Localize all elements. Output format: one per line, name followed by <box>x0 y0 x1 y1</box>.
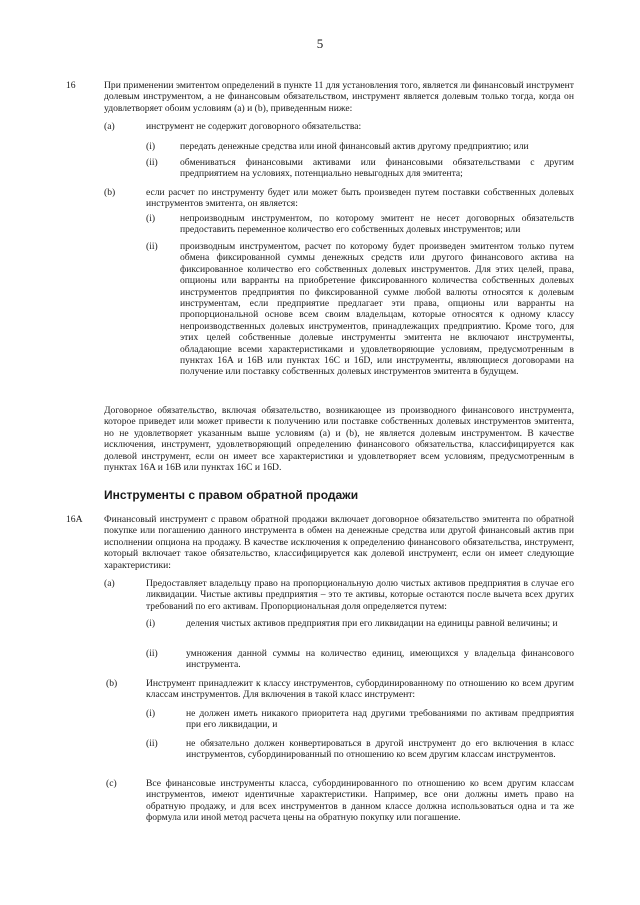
p16-b-i-text: непроизводным инструментом, по которому эмитент не несет договорных обязательств предоставить переменное количество его собственных долевых инструментов; или <box>180 213 574 236</box>
p16a-b-ii-label: (ii) <box>146 738 158 749</box>
p16a-c-text: Все финансовые инструменты класса, субординированного по отношению ко всем другим классам инструментов, имеют идентичные характеристики. Например, все они должны иметь право на обратную продажу, и для всех инструментов в данном классе должна использоваться одна и та же формула или иной метод расчета цены на обратную покупку или погашение. <box>146 778 574 824</box>
p16a-a-ii-label: (ii) <box>146 648 158 659</box>
p16a-b-i-label: (i) <box>146 708 156 719</box>
p16-a-ii-label: (ii) <box>146 157 158 168</box>
p16-b-text: если расчет по инструменту будет или может быть произведен путем поставки собственных долевых инструментов эмитента, он является: <box>146 187 574 210</box>
p16-b-label: (b) <box>104 187 116 198</box>
p16-a-i-label: (i) <box>146 141 156 152</box>
paragraph-number-16: 16 <box>66 80 76 91</box>
p16-b-ii-text: производным инструментом, расчет по которому будет произведен эмитентом только путем обмена фиксированной суммы денежных средств или другого финансового актива на фиксированное количество его собственных долевых инструментов. Для этих целей, права, опционы или варранты на приобретение фиксированного количества собственных долевых инструментов предприятия по фиксированной сумме любой валюты относятся к долевым инструментам, если предприятие предлагает эти права, опционы или варранты на пропорциональной основе всем своим владельцам, которые относятся к одному классу непроизводственных долевых инструментов, принадлежащих предприятию. Кроме того, для этих целей собственные долевые инструменты эмитента не включают инструменты, обладающие всеми характеристиками и удовлетворяющие условиям, предусмотренным в пунктах 16A и 16B или пунктах 16C и 16D, или инструменты, являющиеся договорами на получение или поставку собственных долевых инструментов эмитента в будущем. <box>180 241 574 378</box>
p16a-a-i-label: (i) <box>146 618 156 629</box>
p16-a-ii-text: обмениваться финансовыми активами или финансовыми обязательствами с другим предприятием на условиях, потенциально невыгодных для эмитента; <box>180 157 574 180</box>
p16-a-text: инструмент не содержит договорного обязательства: <box>146 121 362 132</box>
p16-a-i-text: передать денежные средства или иной финансовый актив другому предприятию; или <box>180 141 529 152</box>
p16a-a-ii-text: умножения данной суммы на количество единиц, имеющихся у владельца финансового инструмента. <box>186 648 574 671</box>
p16a-b-text: Инструмент принадлежит к классу инструментов, субординированному по отношению ко всем другим классам инструментов. Для включения в такой класс инструмент: <box>146 678 574 701</box>
p16a-c-label: (c) <box>106 778 117 789</box>
p16-closing: Договорное обязательство, включая обязательство, возникающее из производного финансового инструмента, которое приведет или может привести к получению или поставке собственных долевых инструментов эмитента, но не удовлетворяет указанным выше условиям (a) и (b), не является долевым инструментом. В качестве исключения, инструмент, удовлетворяющий определению финансового обязательства, классифицируется как долевой инструмент, если он имеет все характеристики и удовлетворяет всем условиям, предусмотренным в пунктах 16A и 16B или пунктах 16C и 16D. <box>104 405 574 474</box>
p16a-a-text: Предоставляет владельцу право на пропорциональную долю чистых активов предприятия в случае его ликвидации. Чистые активы предприятия – это те активы, которые остаются после вычета всех других требований по его активам. Пропорциональная доля определяется путем: <box>146 578 574 612</box>
p16-b-ii-label: (ii) <box>146 241 158 252</box>
p16-a-label: (a) <box>104 121 115 132</box>
p16a-intro: Финансовый инструмент с правом обратной продажи включает договорное обязательство эмитента по обратной покупке или погашению данного инструмента в обмен на денежные средства или другой финансовый актив при исполнении опциона на продажу. В качестве исключения к определению финансового обязательства, инструмент, который включает такое обязательство, классифицируется как долевой инструмент, если он имеет следующие характеристики: <box>104 514 574 571</box>
p16a-a-i-text: деления чистых активов предприятия при его ликвидации на единицы равной величины; и <box>186 618 558 629</box>
p16a-b-label: (b) <box>106 678 118 689</box>
p16-intro: При применении эмитентом определений в пункте 11 для установления того, является ли финансовый инструмент долевым инструментом, а не финансовым обязательством, инструмент является долевым только тогда, когда он удовлетворяет обоим условиям (a) и (b), приведенным ниже: <box>104 80 574 114</box>
p16a-a-label: (a) <box>104 578 115 589</box>
p16a-b-i-text: не должен иметь никакого приоритета над другими требованиями по активам предприятия при его ликвидации, и <box>186 708 574 731</box>
p16-b-i-label: (i) <box>146 213 156 224</box>
paragraph-number-16a: 16A <box>66 514 83 525</box>
p16a-b-ii-text: не обязательно должен конвертироваться в другой инструмент до его включения в класс инструментов, субординированный по отношению ко всем другим классам инструментов. <box>186 738 574 761</box>
page-number: 5 <box>316 36 324 51</box>
section-heading: Инструменты с правом обратной продажи <box>104 488 359 502</box>
